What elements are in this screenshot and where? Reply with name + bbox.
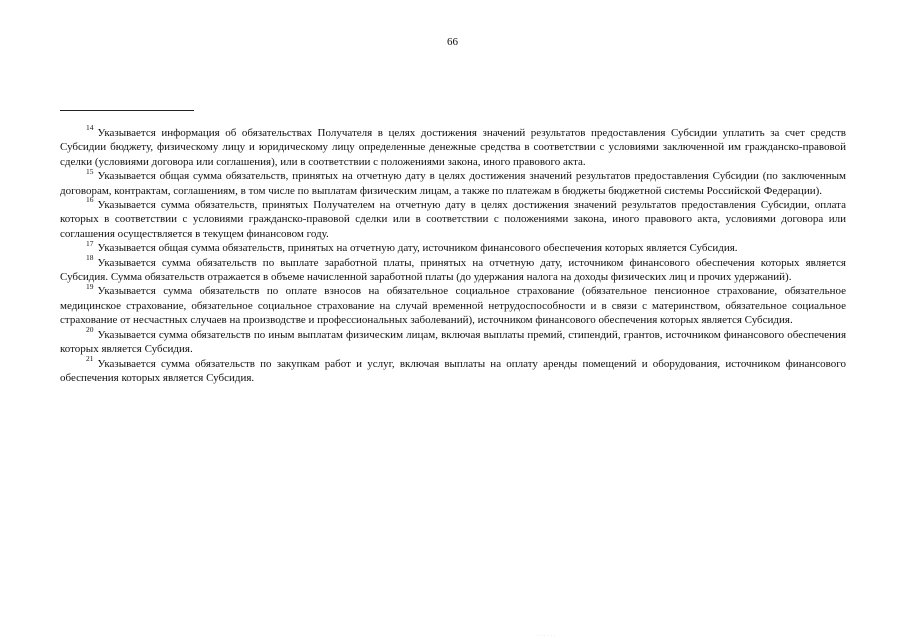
footnote-text: Указывается сумма обязательств по закупкам работ и услуг, включая выплаты на оплату аренды помещений и оборудования, источником финансового обеспечения которых является Субсидия. xyxy=(60,357,846,384)
footnote-14 xyxy=(60,123,846,169)
footnote-text: Указывается общая сумма обязательств, принятых на отчетную дату в целях достижения значений результатов предоставления Субсидии (по заключенным договорам, контрактам, соглашениям, в том числе по выплатам физическим лицам, а также по платежам в бюджеты бюджетной системы Российской Федерации). xyxy=(60,170,846,197)
footnote-mark: 15 xyxy=(86,166,94,176)
footnote-text: Указывается сумма обязательств по иным выплатам физическим лицам, включая выплаты премий, стипендий, грантов, источником финансового обеспечения которых является Субсидия. xyxy=(60,328,846,356)
page-number: 66 xyxy=(447,36,458,48)
footnote-mark: 14 xyxy=(86,123,94,133)
footnote-19 xyxy=(60,281,846,327)
footnotes-block xyxy=(60,123,846,385)
footnote-16 xyxy=(60,195,846,241)
footnote-text: Указывается информация об обязательствах Получателя в целях достижения значений результатов предоставления Субсидии уплатить за счет средств Субсидии бюджету, физическому лицу и юридическому лицу определенные денежные средства в соответствии с условиями заключенной им гражданско-правовой сделки (условиями договора или соглашения), или в соответствии с положениями закона, иного правового акта. xyxy=(60,127,846,168)
footnote-separator xyxy=(60,110,194,111)
scan-stamp: · · · · · · xyxy=(537,633,556,638)
footnote-mark: 20 xyxy=(86,325,94,335)
footnote-18 xyxy=(60,253,846,285)
footnote-text: Указывается сумма обязательств по оплате взносов на обязательное социальное страхование (обязательное пенсионное страхование, обязательное медицинское страхование, обязательное социальное страхование на случай временной нетрудоспособности и в связи с материнством, обязательное социальное страхование от несчастных случаев на производстве и профессиональных заболеваний), источником финансового обеспечения которых является Субсидия. xyxy=(60,285,846,327)
footnote-mark: 18 xyxy=(86,253,94,262)
footnote-text: Указывается общая сумма обязательств, принятых на отчетную дату, источником финансового обеспечения которых является Субсидия. xyxy=(97,242,738,255)
footnote-mark: 21 xyxy=(86,353,94,363)
footnote-mark: 19 xyxy=(86,281,94,291)
footnote-15 xyxy=(60,166,846,198)
footnote-mark: 16 xyxy=(86,195,94,205)
footnote-21 xyxy=(60,353,846,386)
footnote-17 xyxy=(60,238,846,255)
footnote-text: Указывается сумма обязательств, принятых Получателем на отчетную дату в целях достижения значений результатов предоставления Субсидии, оплата которых в соответствии с условиями гражданско-правовой сделки или в соответствии с положениями закона, иного правового акта, условиями договора или соглашения осуществляется в текущем финансовом году. xyxy=(60,199,846,240)
footnote-mark: 17 xyxy=(86,238,94,248)
footnote-text: Указывается сумма обязательств по выплате заработной платы, принятых на отчетную дату, источником финансового обеспечения которых является Субсидия. Сумма обязательств отражается в объеме начисленной заработной платы (до удержания налога на доходы физических лиц и прочих удержаний). xyxy=(60,256,846,284)
footnote-20 xyxy=(60,325,846,357)
